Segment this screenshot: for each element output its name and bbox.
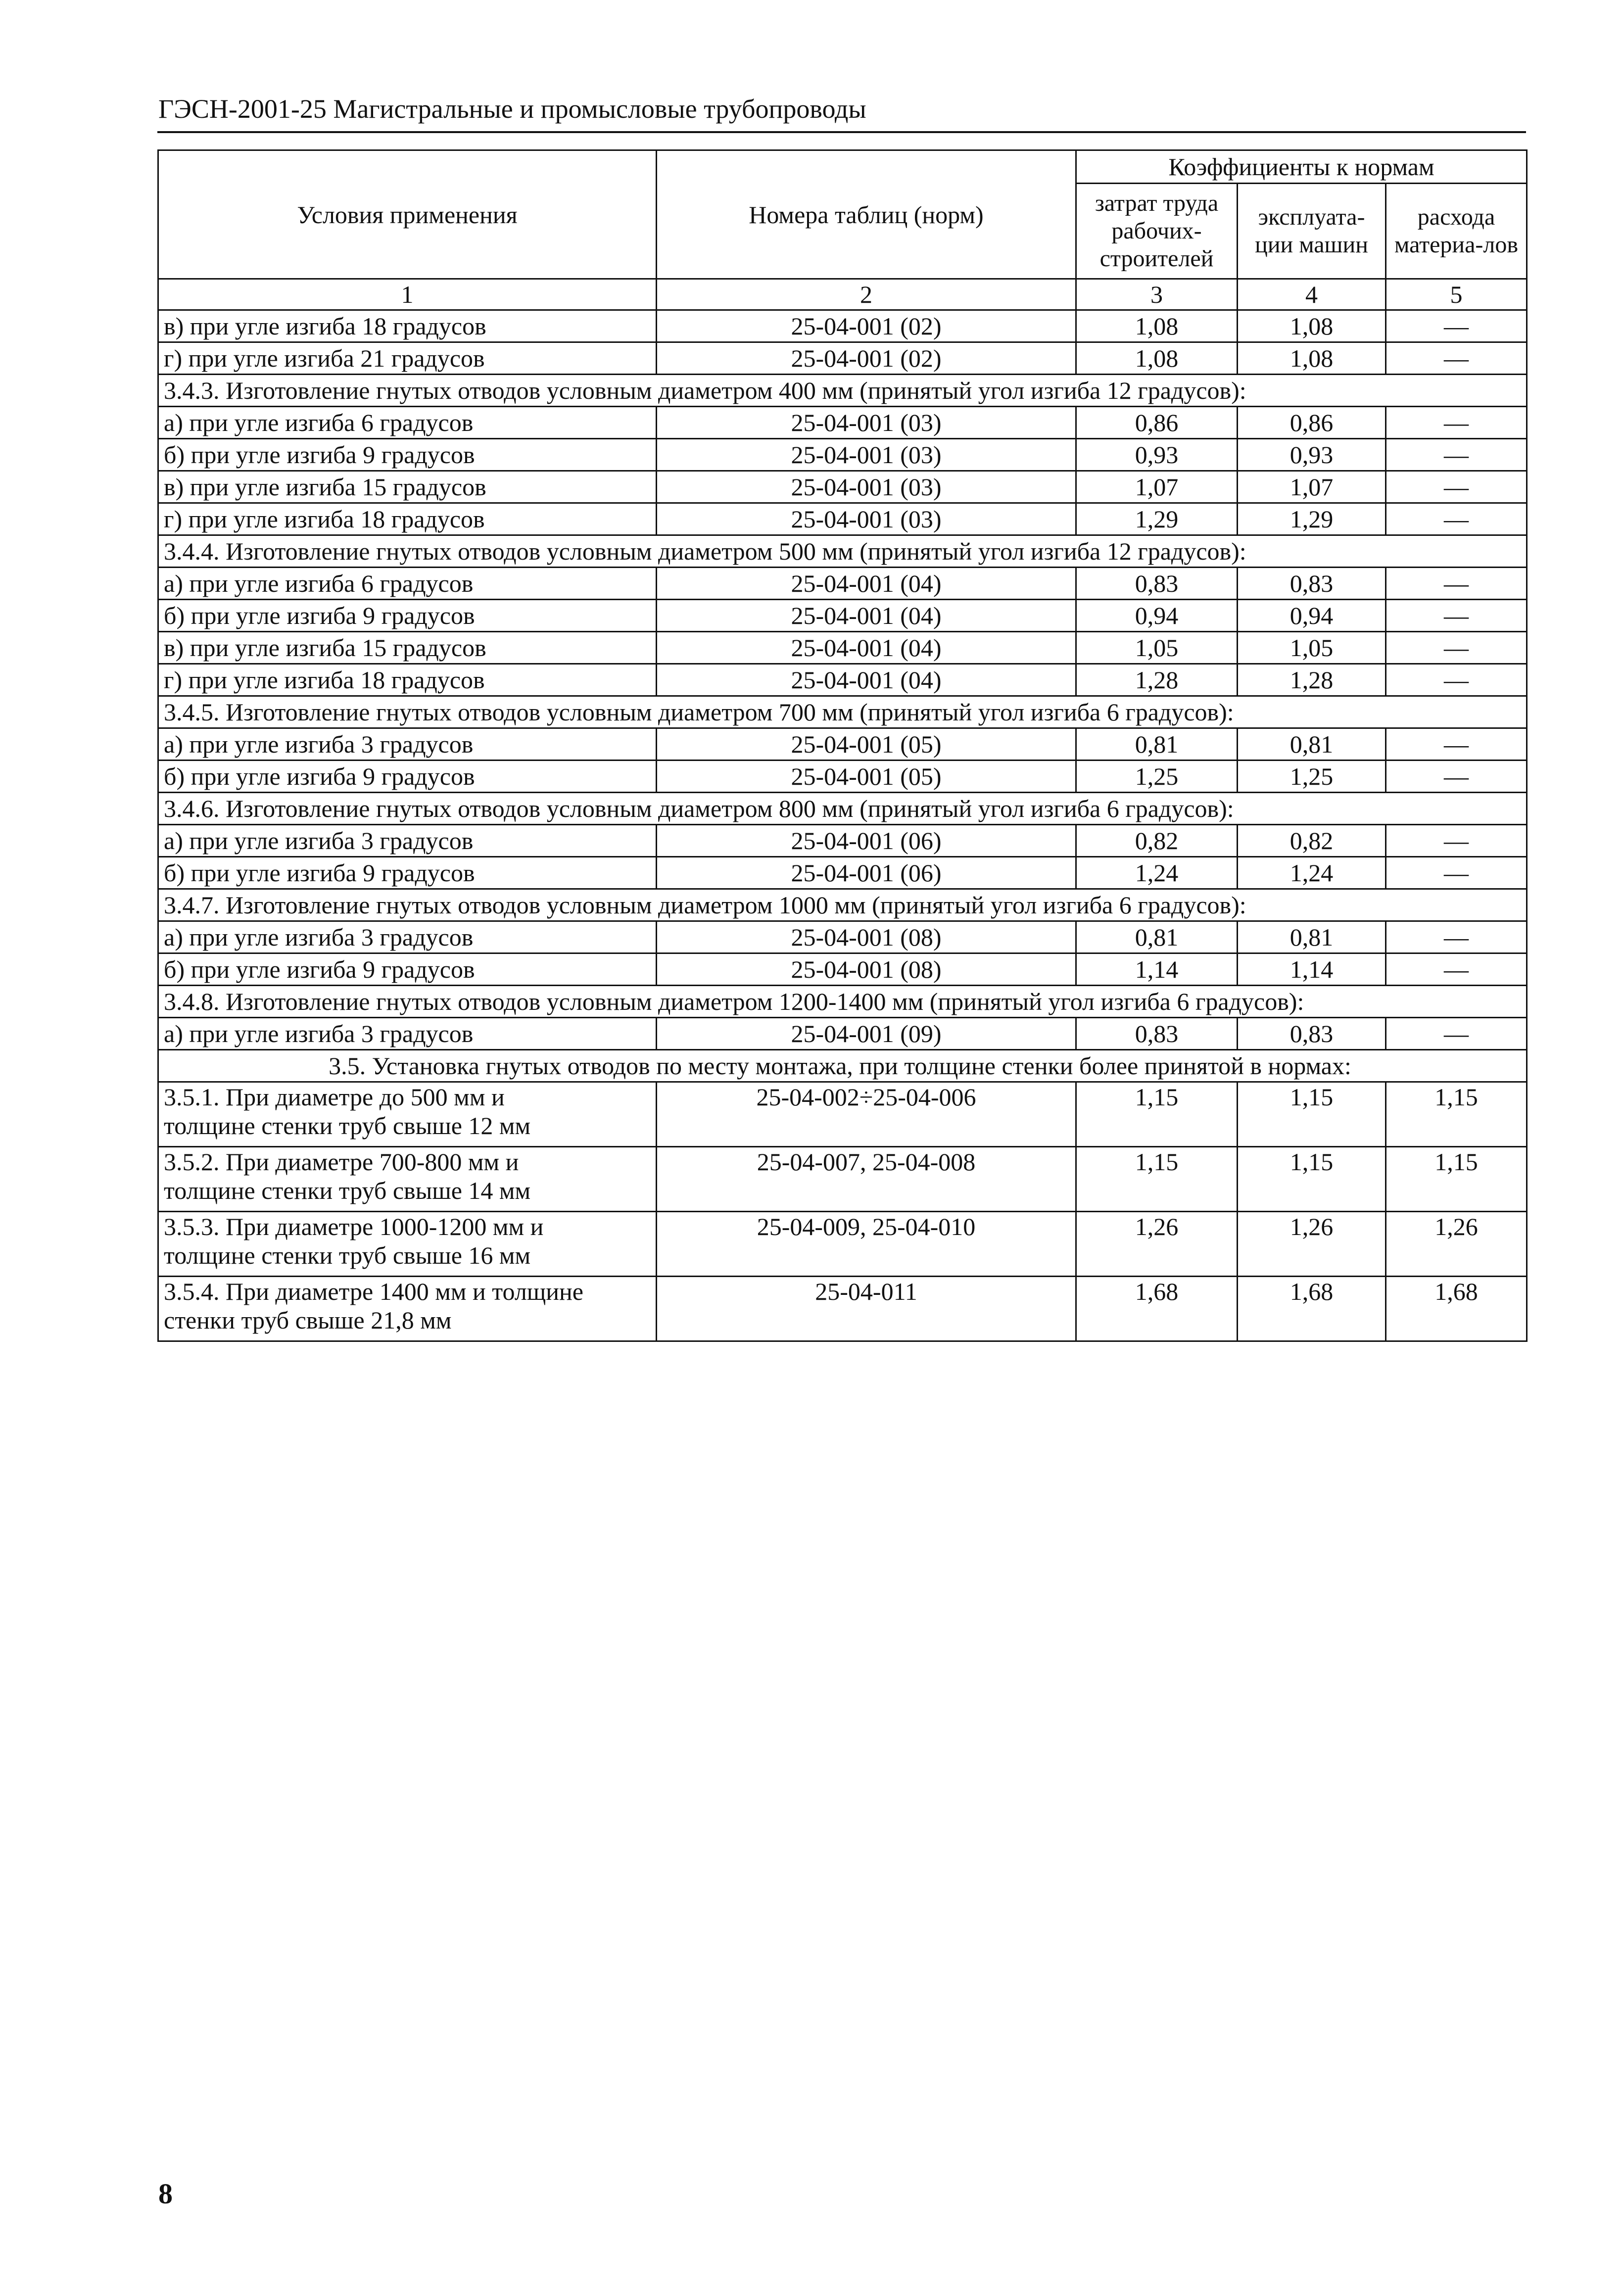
condition-cell: а) при угле изгиба 3 градусов — [158, 728, 657, 761]
table-number-cell: 25-04-001 (04) — [657, 600, 1076, 632]
table-row — [158, 1018, 1527, 1050]
labor-coefficient: 0,83 — [1076, 568, 1238, 600]
machine-coefficient: 0,94 — [1238, 600, 1386, 632]
section-row — [158, 986, 1527, 1018]
column-number: 2 — [657, 279, 1076, 310]
table-number-cell: 25-04-011 — [657, 1277, 1076, 1341]
table-number-cell: 25-04-007, 25-04-008 — [657, 1147, 1076, 1212]
material-coefficient: — — [1386, 728, 1527, 761]
condition-line: толщине стенки труб свыше 16 мм — [164, 1241, 531, 1269]
table-row — [158, 664, 1527, 696]
material-coefficient: — — [1386, 439, 1527, 471]
column-number: 4 — [1238, 279, 1386, 310]
material-coefficient: — — [1386, 471, 1527, 503]
material-coefficient: — — [1386, 1018, 1527, 1050]
machine-coefficient: 1,29 — [1238, 503, 1386, 535]
table-row — [158, 503, 1527, 535]
condition-cell: б) при угле изгиба 9 градусов — [158, 439, 657, 471]
table-row — [158, 825, 1527, 857]
condition-cell — [158, 1277, 657, 1341]
header-tables: Номера таблиц (норм) — [657, 150, 1076, 279]
page-number: 8 — [158, 2178, 173, 2210]
table-row — [158, 761, 1527, 793]
material-coefficient: — — [1386, 342, 1527, 375]
section-title: 3.4.8. Изготовление гнутых отводов условным диаметром 1200-1400 мм (принятый угол изгиба 6 градусов): — [158, 986, 1527, 1018]
labor-coefficient: 1,14 — [1076, 953, 1238, 986]
labor-coefficient: 0,93 — [1076, 439, 1238, 471]
material-coefficient: 1,15 — [1386, 1082, 1527, 1147]
labor-coefficient: 1,08 — [1076, 310, 1238, 342]
table-row — [158, 1277, 1527, 1341]
table-row — [158, 310, 1527, 342]
table-row — [158, 600, 1527, 632]
table-number-cell: 25-04-001 (05) — [657, 728, 1076, 761]
column-number: 5 — [1386, 279, 1527, 310]
table-number-cell: 25-04-001 (06) — [657, 857, 1076, 889]
condition-line: 3.5.2. При диаметре 700-800 мм и — [164, 1148, 519, 1176]
material-coefficient: — — [1386, 953, 1527, 986]
table-row — [158, 1147, 1527, 1212]
table-row — [158, 568, 1527, 600]
table-number-cell: 25-04-001 (02) — [657, 310, 1076, 342]
machine-coefficient: 0,81 — [1238, 728, 1386, 761]
labor-coefficient: 1,25 — [1076, 761, 1238, 793]
material-coefficient: — — [1386, 632, 1527, 664]
machine-coefficient: 0,83 — [1238, 568, 1386, 600]
table-row — [158, 342, 1527, 375]
condition-cell: б) при угле изгиба 9 градусов — [158, 600, 657, 632]
condition-line: 3.5.4. При диаметре 1400 мм и толщине — [164, 1278, 583, 1305]
material-coefficient: — — [1386, 761, 1527, 793]
table-number-cell: 25-04-001 (08) — [657, 921, 1076, 953]
material-coefficient: — — [1386, 664, 1527, 696]
section-row — [158, 535, 1527, 568]
material-coefficient: — — [1386, 407, 1527, 439]
table-row — [158, 921, 1527, 953]
section-row — [158, 889, 1527, 921]
machine-coefficient: 1,05 — [1238, 632, 1386, 664]
condition-cell — [158, 1147, 657, 1212]
table-number-cell: 25-04-001 (04) — [657, 632, 1076, 664]
machine-coefficient: 1,68 — [1238, 1277, 1386, 1341]
section-title: 3.4.6. Изготовление гнутых отводов условным диаметром 800 мм (принятый угол изгиба 6 градусов): — [158, 793, 1527, 825]
machine-coefficient: 0,93 — [1238, 439, 1386, 471]
table-row — [158, 1082, 1527, 1147]
section-row — [158, 1050, 1527, 1082]
material-coefficient: — — [1386, 825, 1527, 857]
condition-cell — [158, 1212, 657, 1277]
labor-coefficient: 1,15 — [1076, 1147, 1238, 1212]
table-number-cell: 25-04-001 (05) — [657, 761, 1076, 793]
condition-line: 3.5.3. При диаметре 1000-1200 мм и — [164, 1213, 544, 1240]
table-row — [158, 471, 1527, 503]
labor-coefficient: 1,26 — [1076, 1212, 1238, 1277]
machine-coefficient: 1,28 — [1238, 664, 1386, 696]
labor-coefficient: 0,82 — [1076, 825, 1238, 857]
material-coefficient: — — [1386, 568, 1527, 600]
condition-cell — [158, 1082, 657, 1147]
condition-cell: а) при угле изгиба 6 градусов — [158, 568, 657, 600]
header-labor: затрат труда рабочих-строителей — [1076, 184, 1238, 279]
table-row — [158, 857, 1527, 889]
table-number-cell: 25-04-001 (04) — [657, 664, 1076, 696]
labor-coefficient: 1,24 — [1076, 857, 1238, 889]
machine-coefficient: 1,24 — [1238, 857, 1386, 889]
header-conditions: Условия применения — [158, 150, 657, 279]
coefficients-table — [157, 149, 1528, 1342]
labor-coefficient: 0,86 — [1076, 407, 1238, 439]
condition-cell: а) при угле изгиба 3 градусов — [158, 825, 657, 857]
labor-coefficient: 1,07 — [1076, 471, 1238, 503]
table-number-cell: 25-04-001 (03) — [657, 503, 1076, 535]
material-coefficient: — — [1386, 600, 1527, 632]
table-number-cell: 25-04-001 (06) — [657, 825, 1076, 857]
header-machines: эксплуата-ции машин — [1238, 184, 1386, 279]
machine-coefficient: 1,26 — [1238, 1212, 1386, 1277]
condition-cell: г) при угле изгиба 18 градусов — [158, 664, 657, 696]
condition-cell: г) при угле изгиба 18 градусов — [158, 503, 657, 535]
table-body — [158, 150, 1527, 1341]
material-coefficient: — — [1386, 857, 1527, 889]
labor-coefficient: 1,15 — [1076, 1082, 1238, 1147]
condition-line: толщине стенки труб свыше 12 мм — [164, 1112, 531, 1140]
table-number-cell: 25-04-002÷25-04-006 — [657, 1082, 1076, 1147]
machine-coefficient: 0,81 — [1238, 921, 1386, 953]
table-number-cell: 25-04-001 (03) — [657, 471, 1076, 503]
section-row — [158, 696, 1527, 728]
table-row — [158, 953, 1527, 986]
table-number-cell: 25-04-001 (02) — [657, 342, 1076, 375]
machine-coefficient: 1,15 — [1238, 1082, 1386, 1147]
machine-coefficient: 1,14 — [1238, 953, 1386, 986]
section-row — [158, 375, 1527, 407]
condition-line: 3.5.1. При диаметре до 500 мм и — [164, 1083, 505, 1111]
column-number: 1 — [158, 279, 657, 310]
condition-cell: г) при угле изгиба 21 градусов — [158, 342, 657, 375]
header-divider — [157, 131, 1526, 133]
table-number-cell: 25-04-001 (03) — [657, 439, 1076, 471]
machine-coefficient: 1,07 — [1238, 471, 1386, 503]
header-materials: расхода материа-лов — [1386, 184, 1527, 279]
condition-cell: а) при угле изгиба 3 градусов — [158, 1018, 657, 1050]
material-coefficient: 1,68 — [1386, 1277, 1527, 1341]
machine-coefficient: 0,82 — [1238, 825, 1386, 857]
page-header-title: ГЭСН-2001-25 Магистральные и промысловые трубопроводы — [158, 94, 866, 124]
labor-coefficient: 0,94 — [1076, 600, 1238, 632]
section-title: 3.4.4. Изготовление гнутых отводов условным диаметром 500 мм (принятый угол изгиба 12 градусов): — [158, 535, 1527, 568]
condition-cell: б) при угле изгиба 9 градусов — [158, 761, 657, 793]
machine-coefficient: 0,86 — [1238, 407, 1386, 439]
table-number-cell: 25-04-001 (08) — [657, 953, 1076, 986]
condition-cell: б) при угле изгиба 9 градусов — [158, 857, 657, 889]
table-number-cell: 25-04-001 (04) — [657, 568, 1076, 600]
labor-coefficient: 1,29 — [1076, 503, 1238, 535]
condition-line: толщине стенки труб свыше 14 мм — [164, 1177, 531, 1204]
condition-cell: в) при угле изгиба 15 градусов — [158, 632, 657, 664]
header-coefficients: Коэффициенты к нормам — [1076, 150, 1527, 184]
table-row — [158, 632, 1527, 664]
machine-coefficient: 1,25 — [1238, 761, 1386, 793]
table-number-cell: 25-04-001 (03) — [657, 407, 1076, 439]
condition-cell: а) при угле изгиба 3 градусов — [158, 921, 657, 953]
column-number: 3 — [1076, 279, 1238, 310]
condition-cell: в) при угле изгиба 18 градусов — [158, 310, 657, 342]
labor-coefficient: 1,08 — [1076, 342, 1238, 375]
machine-coefficient: 1,08 — [1238, 310, 1386, 342]
section-title: 3.5. Установка гнутых отводов по месту монтажа, при толщине стенки более принятой в нормах: — [158, 1050, 1527, 1082]
condition-line: стенки труб свыше 21,8 мм — [164, 1306, 452, 1334]
labor-coefficient: 0,83 — [1076, 1018, 1238, 1050]
material-coefficient: — — [1386, 503, 1527, 535]
labor-coefficient: 0,81 — [1076, 728, 1238, 761]
condition-cell: б) при угле изгиба 9 градусов — [158, 953, 657, 986]
labor-coefficient: 1,05 — [1076, 632, 1238, 664]
machine-coefficient: 0,83 — [1238, 1018, 1386, 1050]
labor-coefficient: 1,28 — [1076, 664, 1238, 696]
section-title: 3.4.3. Изготовление гнутых отводов условным диаметром 400 мм (принятый угол изгиба 12 градусов): — [158, 375, 1527, 407]
material-coefficient: — — [1386, 921, 1527, 953]
section-title: 3.4.5. Изготовление гнутых отводов условным диаметром 700 мм (принятый угол изгиба 6 градусов): — [158, 696, 1527, 728]
machine-coefficient: 1,15 — [1238, 1147, 1386, 1212]
table-number-cell: 25-04-009, 25-04-010 — [657, 1212, 1076, 1277]
condition-cell: в) при угле изгиба 15 градусов — [158, 471, 657, 503]
material-coefficient: 1,15 — [1386, 1147, 1527, 1212]
labor-coefficient: 0,81 — [1076, 921, 1238, 953]
labor-coefficient: 1,68 — [1076, 1277, 1238, 1341]
section-row — [158, 793, 1527, 825]
table-row — [158, 439, 1527, 471]
table-row — [158, 728, 1527, 761]
table-row — [158, 1212, 1527, 1277]
material-coefficient: — — [1386, 310, 1527, 342]
section-title: 3.4.7. Изготовление гнутых отводов условным диаметром 1000 мм (принятый угол изгиба 6 градусов): — [158, 889, 1527, 921]
machine-coefficient: 1,08 — [1238, 342, 1386, 375]
condition-cell: а) при угле изгиба 6 градусов — [158, 407, 657, 439]
material-coefficient: 1,26 — [1386, 1212, 1527, 1277]
table-number-cell: 25-04-001 (09) — [657, 1018, 1076, 1050]
table-row — [158, 407, 1527, 439]
